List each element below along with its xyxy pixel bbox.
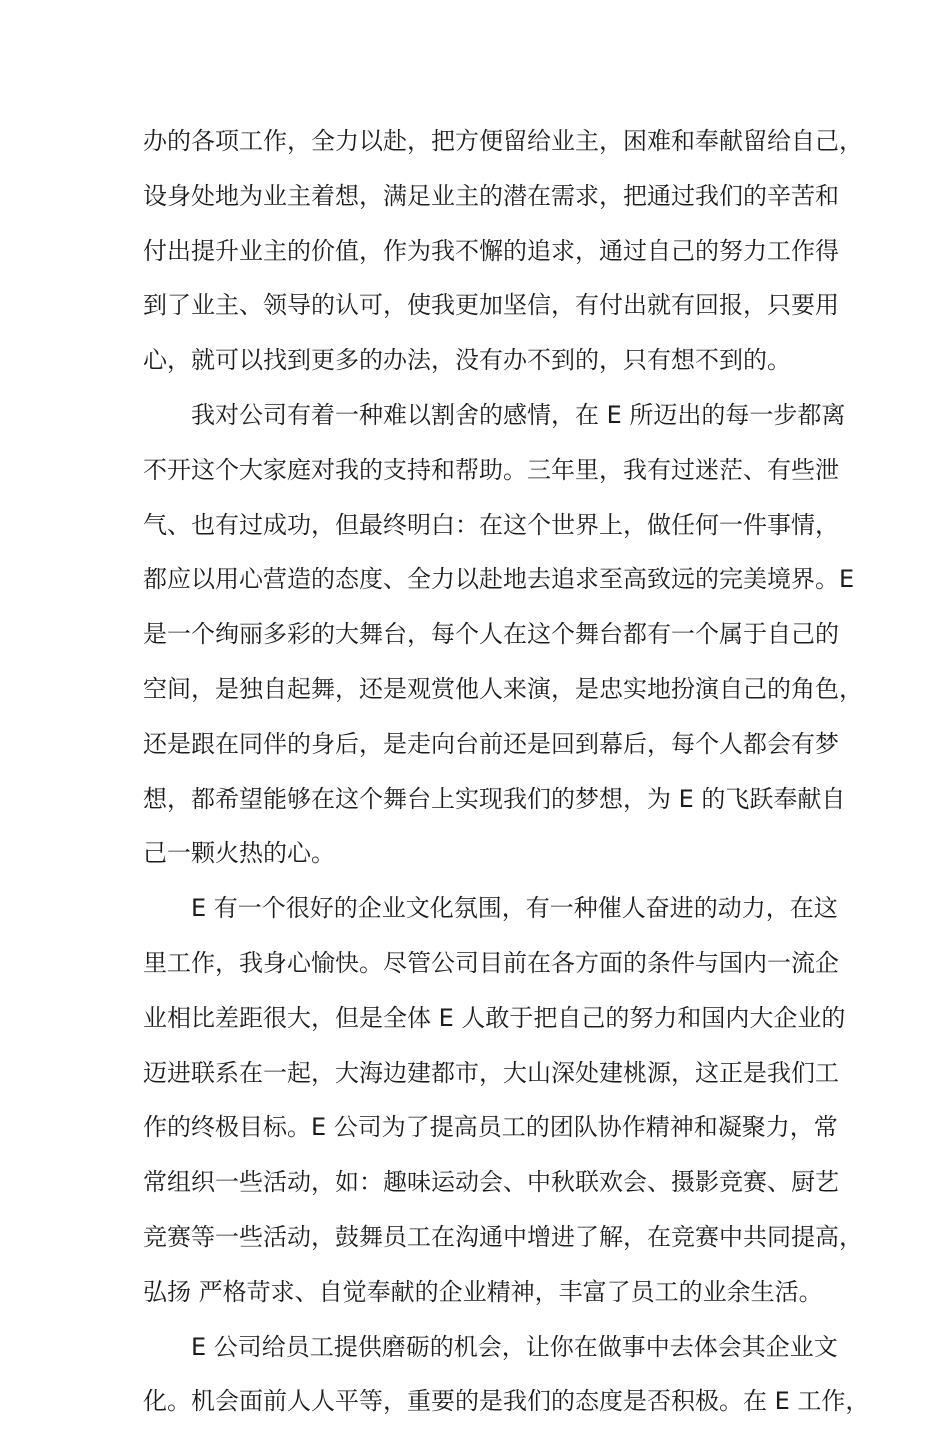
text-line: 想，都希望能够在这个舞台上实现我们的梦想，为 E 的飞跃奉献自 (143, 784, 846, 813)
text-line: 迈进联系在一起，大海边建都市，大山深处建桃源，这正是我们工 (143, 1058, 839, 1087)
text-line: 还是跟在同伴的身后，是走向台前还是回到幕后，每个人都会有梦 (143, 729, 839, 758)
text-line: 里工作，我身心愉快。尽管公司目前在各方面的条件与国内一流企 (143, 948, 839, 977)
text-line: 都应以用心营造的态度、全力以赴地去追求至高致远的完美境界。E (143, 565, 855, 594)
body-text (143, 114, 870, 1429)
text-line: 付出提升业主的价值，作为我不懈的追求，通过自己的努力工作得 (143, 236, 839, 265)
text-line: 心，就可以找到更多的办法，没有办不到的，只有想不到的。 (143, 346, 791, 375)
text-line: 业相比差距很大，但是全体 E 人敢于把自己的努力和国内大企业的 (143, 1003, 846, 1032)
text-line: 办的各项工作，全力以赴，把方便留给业主，困难和奉献留给自己， (143, 127, 863, 155)
text-line: 空间，是独自起舞，还是观赏他人来演，是忠实地扮演自己的角色， (143, 674, 863, 703)
text-line: 气、也有过成功，但最终明白：在这个世界上，做任何一件事情， (143, 510, 839, 539)
text-line: E 有一个很好的企业文化氛围，有一种催人奋进的动力，在这 (191, 894, 838, 923)
text-line: 不开这个大家庭对我的支持和帮助。三年里，我有过迷茫、有些泄 (143, 455, 839, 484)
text-line: 己一颗火热的心。 (143, 839, 335, 868)
text-line: 化。机会面前人人平等，重要的是我们的态度是否积极。在 E 工作， (143, 1387, 870, 1416)
text-line: 我对公司有着一种难以割舍的感情，在 E 所迈出的每一步都离 (191, 400, 846, 429)
text-line: E 公司给员工提供磨砺的机会，让你在做事中去体会其企业文 (191, 1332, 838, 1361)
text-line: 弘扬 严格苛求、自觉奉献的企业精神，丰富了员工的业余生活。 (143, 1277, 823, 1306)
text-line: 设身处地为业主着想，满足业主的潜在需求，把通过我们的辛苦和 (143, 181, 839, 210)
text-line: 常组织一些活动，如：趣味运动会、中秋联欢会、摄影竞赛、厨艺 (143, 1168, 839, 1197)
text-line: 竞赛等一些活动，鼓舞员工在沟通中增进了解，在竞赛中共同提高， (143, 1222, 863, 1251)
text-line: 是一个绚丽多彩的大舞台，每个人在这个舞台都有一个属于自己的 (143, 620, 839, 649)
text-line: 作的终极目标。E 公司为了提高员工的团队协作精神和凝聚力，常 (143, 1113, 838, 1142)
text-line: 到了业主、领导的认可，使我更加坚信，有付出就有回报，只要用 (143, 291, 839, 320)
